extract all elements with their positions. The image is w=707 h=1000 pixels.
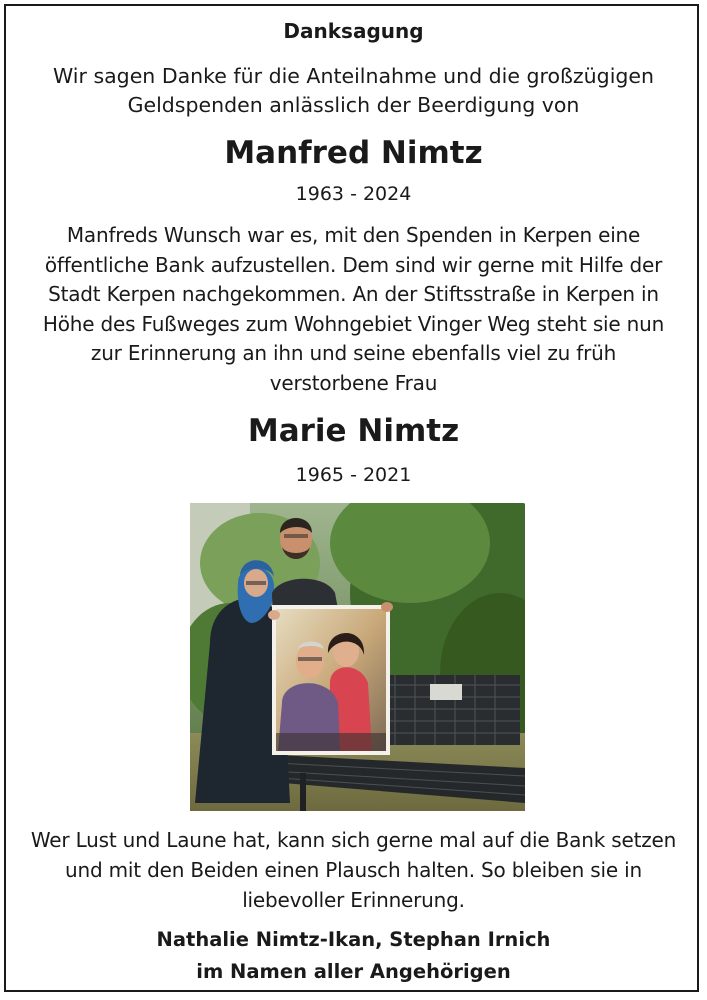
deceased-name-marie: Marie Nimtz bbox=[247, 413, 460, 449]
intro-line: Geldspenden anlässlich der Beerdigung von bbox=[127, 93, 580, 117]
deceased-name-manfred: Manfred Nimtz bbox=[224, 135, 483, 171]
body-line: öffentliche Bank aufzustellen. Dem sind wir gerne mit Hilfe der bbox=[44, 252, 663, 277]
body-line: Manfreds Wunsch war es, mit den Spenden in Kerpen eine bbox=[66, 223, 641, 247]
closing-line: Wer Lust und Laune hat, kann sich gerne mal auf die Bank setzen bbox=[30, 828, 677, 852]
deceased-dates-marie: 1965 - 2021 bbox=[295, 464, 412, 486]
closing-text bbox=[0, 825, 707, 915]
body-line: Stadt Kerpen nachgekommen. An der Stiftsstraße in Kerpen in bbox=[48, 282, 659, 306]
body-line: Höhe des Fußweges zum Wohngebiet Vinger Weg steht sie nun bbox=[42, 311, 665, 336]
body-line: verstorbene Frau bbox=[269, 370, 438, 395]
intro-text bbox=[0, 62, 707, 120]
closing-line: liebevoller Erinnerung. bbox=[242, 888, 465, 912]
signature-line: im Namen aller Angehörigen bbox=[196, 960, 511, 983]
body-text bbox=[0, 221, 707, 398]
intro-line: Wir sagen Danke für die Anteilnahme und die großzügigen bbox=[52, 64, 655, 88]
signature bbox=[0, 924, 707, 988]
memorial-bench-photo bbox=[190, 503, 525, 811]
signature-line: Nathalie Nimtz-Ikan, Stephan Irnich bbox=[156, 928, 551, 951]
closing-line: und mit den Beiden einen Plausch halten. So bleiben sie in bbox=[65, 858, 642, 882]
deceased-dates-manfred: 1963 - 2024 bbox=[295, 183, 412, 205]
body-line: zur Erinnerung an ihn und seine ebenfalls viel zu früh bbox=[90, 341, 617, 365]
notice-heading: Danksagung bbox=[283, 19, 424, 43]
